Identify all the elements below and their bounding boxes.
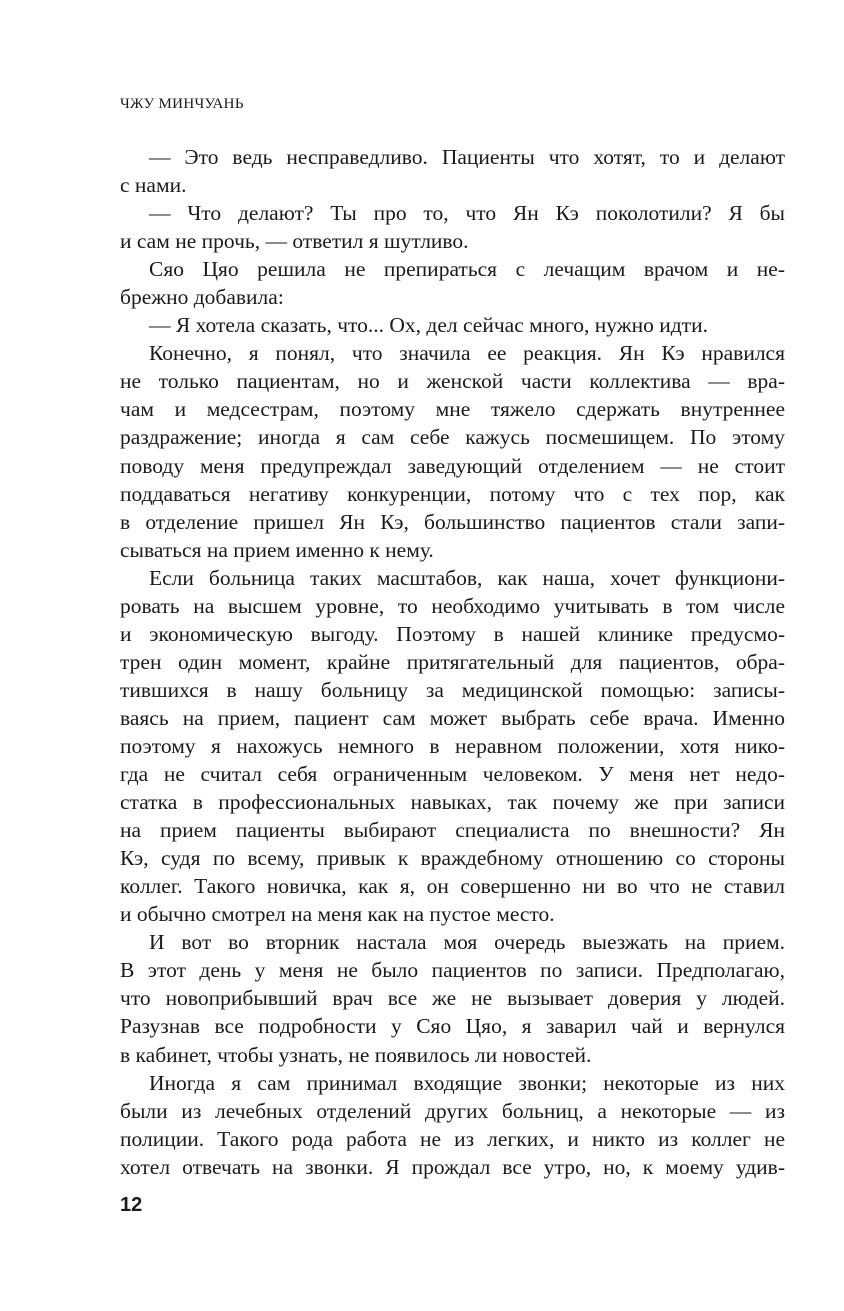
- text-line: сываться на прием именно к нему.: [120, 537, 434, 562]
- paragraph: [120, 311, 785, 339]
- text-line: В этот день у меня не было пациентов по записи. Предполагаю,: [120, 958, 785, 983]
- page-number: 12: [120, 1194, 143, 1216]
- text-line: — Я хотела сказать, что... Ох, дел сейчас много, нужно идти.: [149, 313, 708, 338]
- text-line: в отделение пришел Ян Кэ, большинство пациентов стали запи-: [120, 509, 785, 534]
- text-line: и сам не прочь, — ответил я шутливо.: [120, 229, 469, 254]
- running-header: ЧЖУ МИНЧУАНЬ: [120, 96, 244, 112]
- text-line: поводу меня предупреждал заведующий отделением — не стоит: [120, 453, 785, 478]
- text-line: и экономическую выгоду. Поэтому в нашей клинике предусмо-: [120, 621, 785, 646]
- text-line: с нами.: [120, 173, 187, 198]
- body-text: [120, 143, 785, 1181]
- text-line: что новоприбывший врач все же не вызывает доверия у людей.: [120, 986, 785, 1011]
- text-line: чам и медсестрам, поэтому мне тяжело сдержать внутреннее: [120, 397, 785, 422]
- text-line: и обычно смотрел на меня как на пустое место.: [120, 902, 555, 927]
- text-line: Кэ, судя по всему, привык к враждебному отношению со стороны: [120, 846, 785, 871]
- text-line: поддаваться негативу конкуренции, потому что с тех пор, как: [120, 481, 785, 506]
- text-line: Сяо Цяо решила не препираться с лечащим врачом и не-: [149, 257, 785, 282]
- paragraph: [120, 143, 785, 199]
- text-line: — Что делают? Ты про то, что Ян Кэ поколотили? Я бы: [149, 201, 785, 226]
- text-line: Разузнав все подробности у Сяо Цяо, я заварил чай и вернулся: [120, 1014, 785, 1039]
- text-line: гда не считал себя ограниченным человеком. У меня нет недо-: [120, 762, 785, 787]
- text-line: на прием пациенты выбирают специалиста по внешности? Ян: [120, 818, 785, 843]
- text-line: раздражение; иногда я сам себе кажусь посмешищем. По этому: [120, 425, 785, 450]
- text-line: не только пациентам, но и женской части коллектива — вра-: [120, 369, 785, 394]
- text-line: трен один момент, крайне притягательный для пациентов, обра-: [120, 649, 785, 674]
- paragraph: [120, 199, 785, 255]
- paragraph: [120, 928, 785, 1068]
- text-line: И вот во вторник настала моя очередь выезжать на прием.: [149, 930, 785, 955]
- text-line: тившихся в нашу больницу за медицинской помощью: записы-: [120, 677, 785, 702]
- text-line: брежно добавила:: [120, 285, 284, 310]
- text-line: Иногда я сам принимал входящие звонки; некоторые из них: [149, 1070, 785, 1095]
- paragraph: [120, 255, 785, 311]
- text-line: коллег. Такого новичка, как я, он совершенно ни во что не ставил: [120, 874, 785, 899]
- paragraph: [120, 564, 785, 929]
- text-line: в кабинет, чтобы узнать, не появилось ли новостей.: [120, 1042, 592, 1067]
- text-line: были из лечебных отделений других больниц, а некоторые — из: [120, 1098, 785, 1123]
- text-line: ровать на высшем уровне, то необходимо учитывать в том числе: [120, 593, 785, 618]
- text-line: статка в профессиональных навыках, так почему же при записи: [120, 790, 785, 815]
- paragraph: [120, 1069, 785, 1181]
- text-line: ваясь на прием, пациент сам может выбрать себе врача. Именно: [120, 705, 785, 730]
- text-line: Конечно, я понял, что значила ее реакция. Ян Кэ нравился: [149, 341, 785, 366]
- text-line: Если больница таких масштабов, как наша, хочет функциони-: [149, 565, 785, 590]
- text-line: — Это ведь несправедливо. Пациенты что хотят, то и делают: [149, 145, 785, 169]
- text-line: поэтому я нахожусь немного в неравном положении, хотя нико-: [120, 733, 785, 758]
- text-line: хотел отвечать на звонки. Я прождал все утро, но, к моему удив-: [120, 1154, 785, 1179]
- text-line: полиции. Такого рода работа не из легких, и никто из коллег не: [120, 1126, 785, 1151]
- paragraph: [120, 339, 785, 563]
